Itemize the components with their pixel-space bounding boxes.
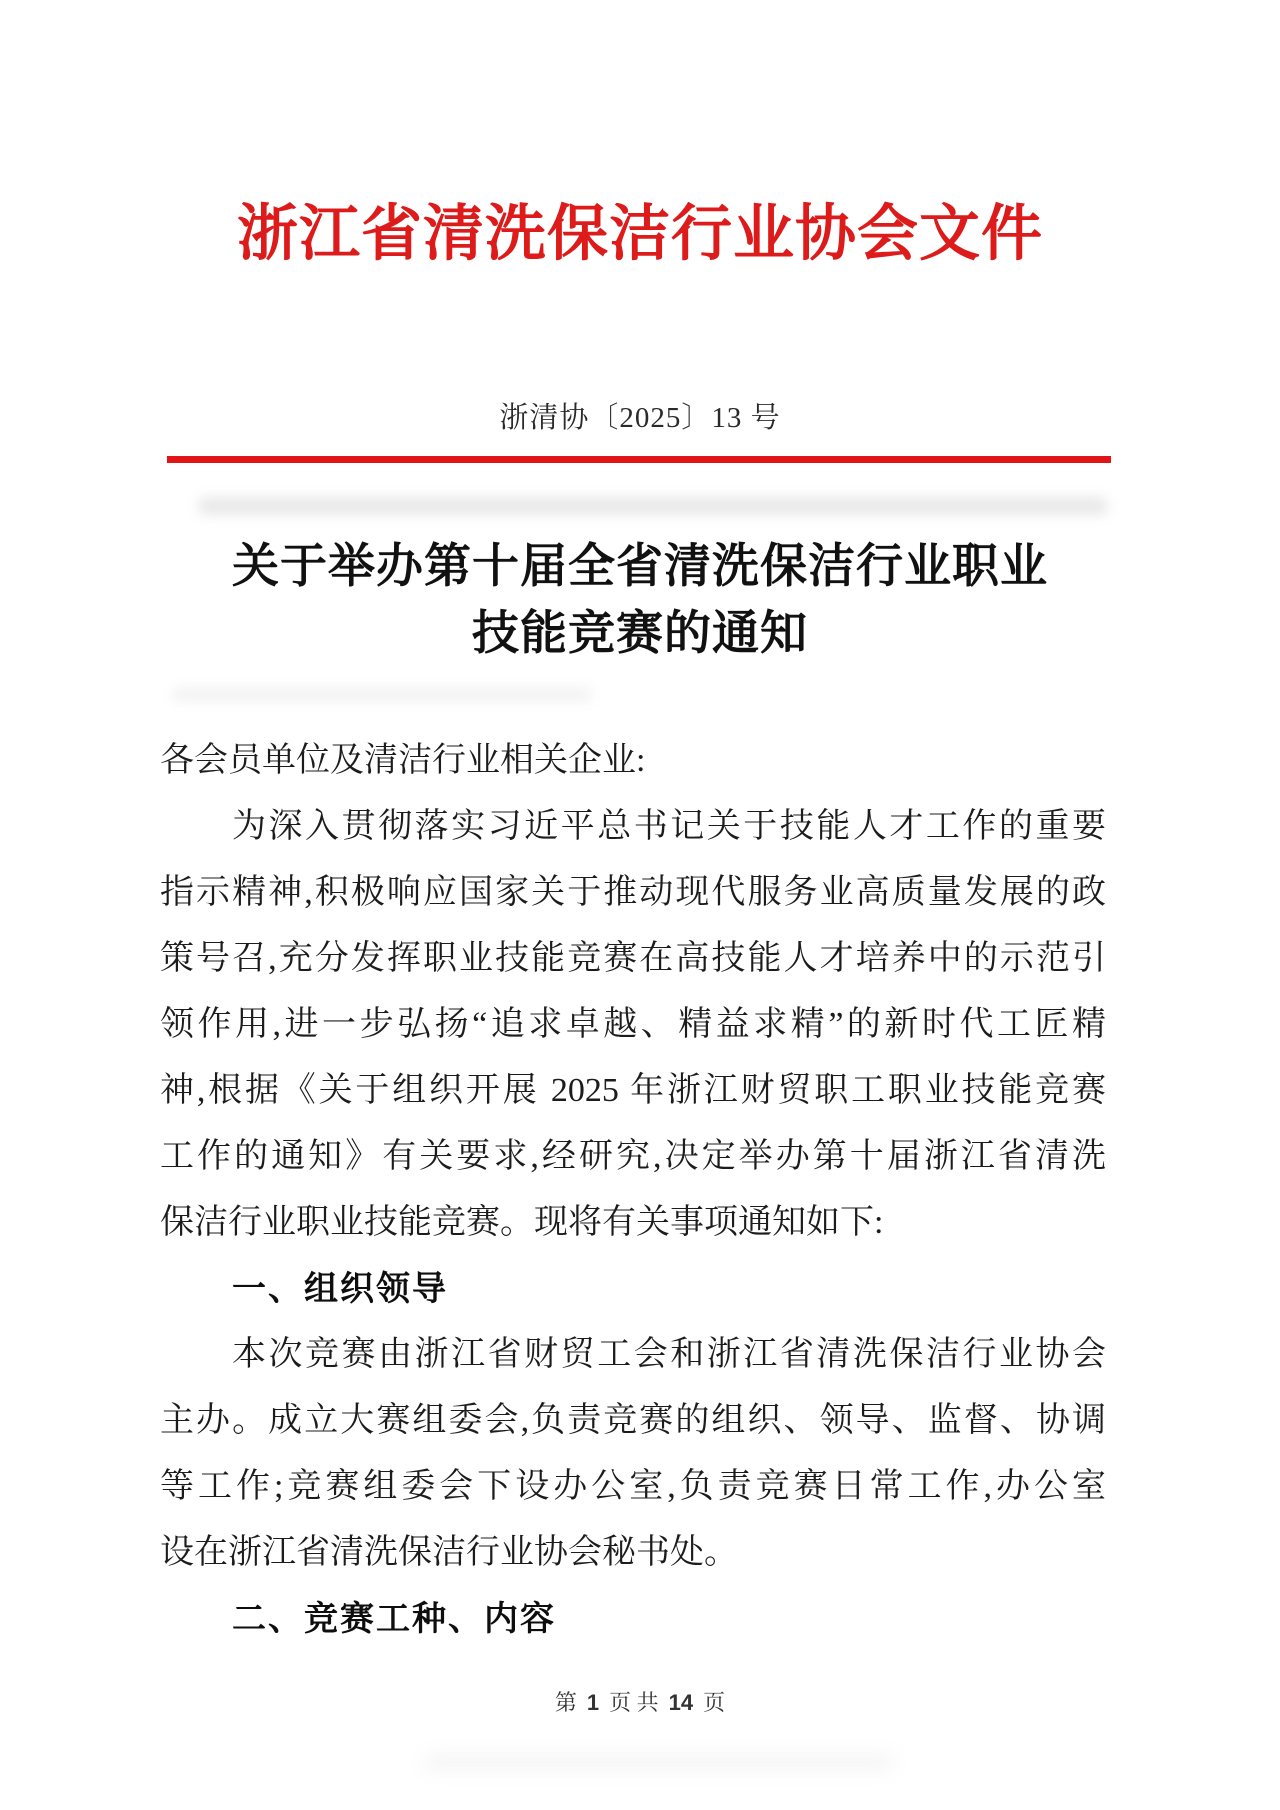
body-line: 主办。成立大赛组委会,负责竞赛的组织、领导、监督、协调 bbox=[160, 1402, 1106, 1439]
body-line: 为深入贯彻落实习近平总书记关于技能人才工作的重要 bbox=[232, 808, 1106, 845]
body-line: 本次竞赛由浙江省财贸工会和浙江省清洗保洁行业协会 bbox=[232, 1336, 1106, 1373]
scan-artifact bbox=[198, 497, 1108, 515]
body-line: 等工作;竞赛组委会下设办公室,负责竞赛日常工作,办公室 bbox=[160, 1468, 1106, 1505]
scan-artifact bbox=[172, 688, 592, 701]
footer-page-number: 1 bbox=[586, 1690, 600, 1715]
document-title-line1: 关于举办第十届全省清洗保洁行业职业 bbox=[232, 541, 1048, 593]
body-line: 各会员单位及清洁行业相关企业: bbox=[160, 742, 646, 779]
document-title-line2: 技能竞赛的通知 bbox=[472, 608, 808, 660]
scan-artifact bbox=[424, 1754, 894, 1770]
section-heading: 二、竞赛工种、内容 bbox=[232, 1600, 556, 1638]
footer-middle: 页 共 bbox=[609, 1690, 659, 1715]
document-body bbox=[160, 728, 1106, 1652]
red-separator-line bbox=[167, 456, 1111, 463]
body-line: 保洁行业职业技能竞赛。现将有关事项通知如下: bbox=[160, 1204, 884, 1241]
body-line: 策号召,充分发挥职业技能竞赛在高技能人才培养中的示范引 bbox=[160, 940, 1106, 977]
doc-number: 浙清协〔2025〕13 号 bbox=[499, 402, 781, 434]
footer-prefix: 第 bbox=[554, 1690, 577, 1715]
body-line: 神,根据《关于组织开展 2025 年浙江财贸职工职业技能竞赛 bbox=[160, 1072, 1106, 1109]
page-footer bbox=[0, 1688, 1280, 1718]
body-line: 指示精神,积极响应国家关于推动现代服务业高质量发展的政 bbox=[160, 874, 1106, 911]
body-line: 工作的通知》有关要求,经研究,决定举办第十届浙江省清洗 bbox=[160, 1138, 1106, 1175]
org-title: 浙江省清洗保洁行业协会文件 bbox=[236, 201, 1043, 268]
body-line: 领作用,进一步弘扬“追求卓越、精益求精”的新时代工匠精 bbox=[160, 1006, 1106, 1043]
footer-suffix: 页 bbox=[703, 1690, 726, 1715]
document-title bbox=[0, 534, 1280, 668]
footer-total-pages: 14 bbox=[668, 1690, 694, 1715]
section-heading: 一、组织领导 bbox=[232, 1270, 448, 1308]
body-line: 设在浙江省清洗保洁行业协会秘书处。 bbox=[160, 1534, 738, 1571]
